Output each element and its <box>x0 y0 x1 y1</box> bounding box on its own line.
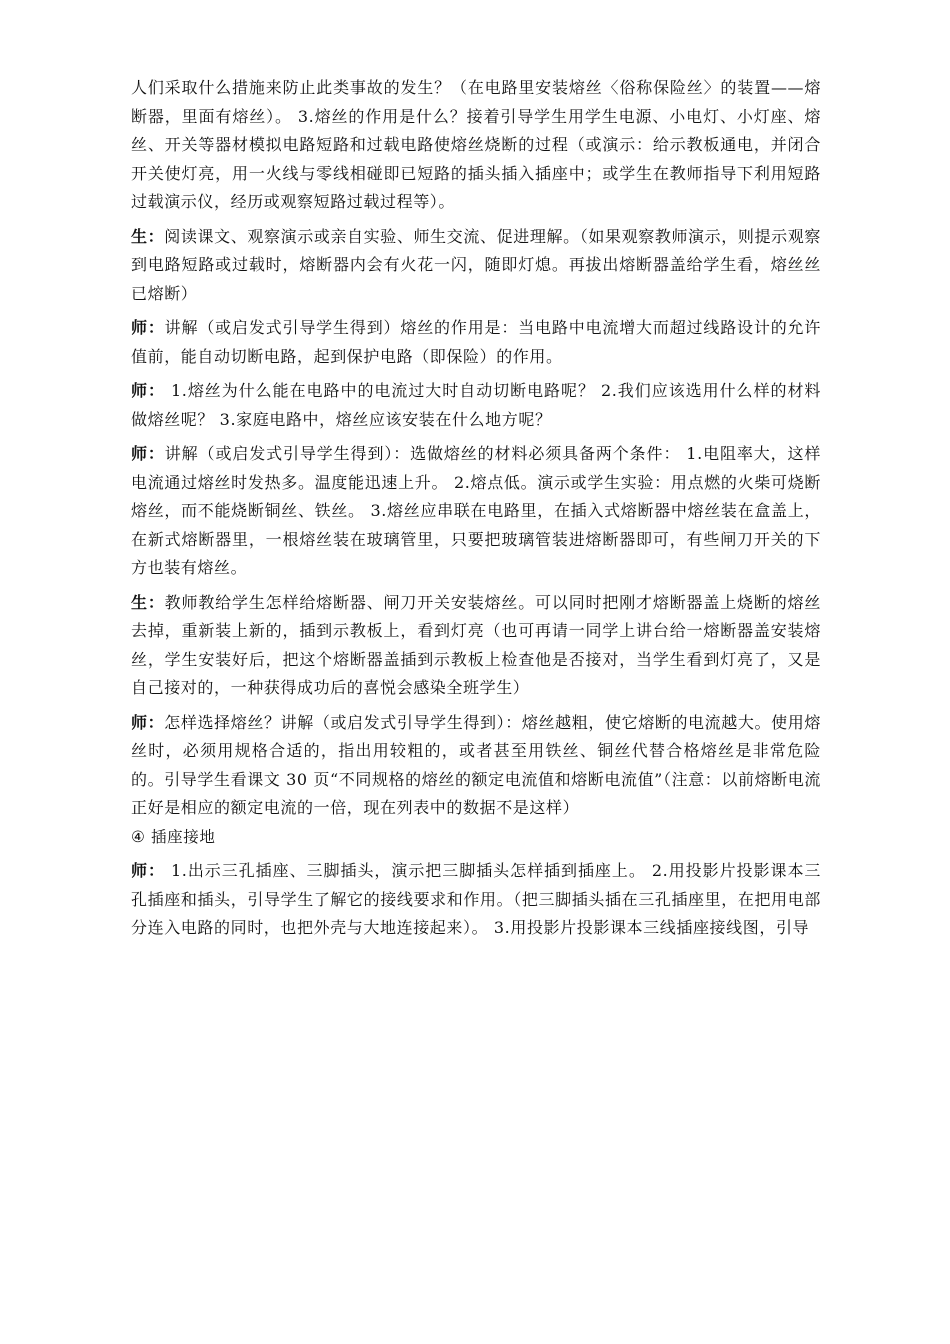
speaker-label: 生： <box>131 592 165 612</box>
paragraph-8 <box>131 857 821 943</box>
paragraph-text: 讲解（或启发式引导学生得到）熔丝的作用是：当电路中电流增大而超过线路设计的允许值前，能自动切断电路，起到保护电路（即保险）的作用。 <box>131 318 821 366</box>
paragraph-text: 怎样选择熔丝？讲解（或启发式引导学生得到）：熔丝越粗，使它熔断的电流越大。使用熔丝时，必须用规格合适的，指出用较粗的，或者甚至用铁丝、铜丝代替合格熔丝是非常危险的。引导学生看课文 30 页“不同规格的熔丝的额定电流值和熔断电流值”（注意：以前熔断电流正好是相应的额定电流的一倍，现在列表中的数据不是这样） <box>131 712 821 817</box>
section-heading: ④ 插座接地 <box>131 827 216 846</box>
paragraph-6 <box>131 589 821 703</box>
document-body <box>131 74 821 943</box>
speaker-label: 生： <box>131 226 165 246</box>
paragraph-text: 教师教给学生怎样给熔断器、闸刀开关安装熔丝。可以同时把刚才熔断器盖上烧断的熔丝去掉，重新装上新的，插到示教板上，看到灯亮（也可再请一同学上讲台给一熔断器盖安装熔丝，学生安装好后，把这个熔断器盖插到示教板上检查他是否接对，当学生看到灯亮了，又是自己接对的，一种获得成功后的喜悦会感染全班学生） <box>131 592 821 697</box>
paragraph-text: 1.出示三孔插座、三脚插头，演示把三脚插头怎样插到插座上。 2.用投影片投影课本三孔插座和插头，引导学生了解它的接线要求和作用。（把三脚插头插在三孔插座里，在把用电部分连入电路的同时，也把外壳与大地连接起来）。 3.用投影片投影课本三线插座接线图，引导 <box>131 861 822 937</box>
paragraph-4 <box>131 377 821 434</box>
paragraph-text: 人们采取什么措施来防止此类事故的发生？（在电路里安装熔丝〈俗称保险丝〉的装置——熔断器，里面有熔丝）。 3.熔丝的作用是什么？接着引导学生用学生电源、小电灯、小灯座、熔丝、开关等器材模拟电路短路和过载电路使熔丝烧断的过程（或演示：给示教板通电，并闭合开关使灯亮，用一火线与零线相碰即已短路的插头插入插座中；或学生在教师指导下利用短路过载演示仪，经历或观察短路过载过程等）。 <box>131 78 821 211</box>
paragraph-1 <box>131 74 821 217</box>
paragraph-2 <box>131 223 821 309</box>
paragraph-7 <box>131 709 821 823</box>
speaker-label: 师： <box>131 381 165 400</box>
speaker-label: 师： <box>131 861 165 880</box>
paragraph-3 <box>131 314 821 371</box>
speaker-label: 师： <box>131 712 165 732</box>
paragraph-text: 1.熔丝为什么能在电路中的电流过大时自动切断电路呢？ 2.我们应该选用什么样的材料做熔丝呢？ 3.家庭电路中，熔丝应该安装在什么地方呢？ <box>131 381 822 429</box>
speaker-label: 师： <box>131 318 165 337</box>
speaker-label: 师： <box>131 444 165 463</box>
paragraph-5 <box>131 440 821 583</box>
paragraph-text: 阅读课文、观察演示或亲自实验、师生交流、促进理解。（如果观察教师演示，则提示观察到电路短路或过载时，熔断器内会有火花一闪，随即灯熄。再拔出熔断器盖给学生看，熔丝丝已熔断） <box>131 226 821 303</box>
paragraph-text: 讲解（或启发式引导学生得到）：选做熔丝的材料必须具备两个条件： 1.电阻率大，这样电流通过熔丝时发热多。温度能迅速上升。 2.熔点低。演示或学生实验：用点燃的火柴可烧断熔丝，而不能烧断铜丝、铁丝。 3.熔丝应串联在电路里，在插入式熔断器中熔丝装在盒盖上，在新式熔断器里，一根熔丝装在玻璃管里，只要把玻璃管装进熔断器即可，有些闸刀开关的下方也装有熔丝。 <box>131 444 821 577</box>
